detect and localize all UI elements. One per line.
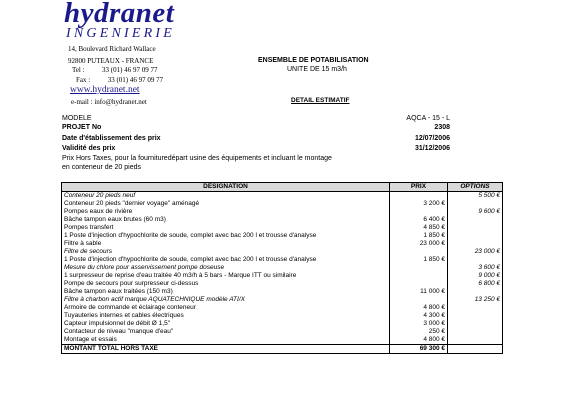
table-row — [62, 232, 503, 240]
table-row — [62, 272, 503, 280]
row-options: 9 600 € — [448, 208, 503, 216]
company-tel: Tel : 33 (01) 46 97 09 77 — [72, 66, 158, 74]
row-options — [448, 312, 503, 320]
company-name: hydranet — [64, 0, 175, 29]
row-prix: 4 800 € — [390, 304, 448, 312]
company-email: e-mail : info@hydranet.net — [71, 98, 147, 106]
row-prix: 4 800 € — [390, 336, 448, 345]
row-options — [448, 224, 503, 232]
table-row — [62, 200, 503, 208]
total-row — [62, 345, 503, 354]
company-logo — [64, 0, 234, 41]
row-prix: 3 000 € — [390, 320, 448, 328]
row-options — [448, 256, 503, 264]
row-prix — [390, 208, 448, 216]
table-row — [62, 224, 503, 232]
price-note-line2: en conteneur de 20 pieds — [62, 164, 142, 171]
row-prix: 6 400 € — [390, 216, 448, 224]
row-options — [448, 200, 503, 208]
row-designation: Capteur impulsionnel de débit Ø 1,5" — [62, 320, 390, 328]
company-fax: Fax : 33 (01) 46 97 09 77 — [76, 76, 164, 84]
row-designation: Montage et essais — [62, 336, 390, 345]
table-row — [62, 240, 503, 248]
row-options — [448, 304, 503, 312]
modele-row — [62, 115, 450, 123]
row-designation: Filtre à sable — [62, 240, 390, 248]
row-options — [448, 240, 503, 248]
row-prix: 1 850 € — [390, 256, 448, 264]
date-label: Date d'établissement des prix — [62, 135, 161, 142]
projet-label: PROJET No — [62, 124, 102, 131]
table-header-row — [62, 183, 503, 192]
row-prix: 23 000 € — [390, 240, 448, 248]
row-designation: Bâche tampon eaux traitées (150 m3) — [62, 288, 390, 296]
section-title: DETAIL ESTIMATIF — [291, 97, 350, 104]
row-options — [448, 288, 503, 296]
row-designation: Filtre de secours — [62, 248, 390, 256]
row-options — [448, 320, 503, 328]
projet-value: 2308 — [434, 124, 450, 131]
estimate-table — [61, 182, 503, 354]
row-prix — [390, 296, 448, 304]
row-options: 9 000 € — [448, 272, 503, 280]
row-options: 23 000 € — [448, 248, 503, 256]
row-designation: 1 Poste d'injection d'hypochlorite de soude, complet avec bac 200 l et trousse d'analyse — [62, 256, 390, 264]
table-row — [62, 248, 503, 256]
row-designation: 1 Poste d'injection d'hypochlorite de soude, complet avec bac 200 l et trousse d'analyse — [62, 232, 390, 240]
price-note-line1: Prix Hors Taxes, pour la fournituredépart usine des équipements et incluant le montage — [62, 155, 332, 162]
table-row — [62, 256, 503, 264]
validite-label: Validité des prix — [62, 145, 116, 152]
row-designation: Mesure du chlore pour asservissement pompe doseuse — [62, 264, 390, 272]
row-options: 13 250 € — [448, 296, 503, 304]
projet-row — [62, 124, 450, 132]
row-prix — [390, 248, 448, 256]
row-prix — [390, 280, 448, 288]
row-prix — [390, 192, 448, 201]
address-line2: 92800 PUTEAUX - FRANCE — [68, 57, 154, 65]
validite-row — [62, 145, 450, 153]
header-prix: PRIX — [390, 183, 448, 192]
row-prix — [390, 272, 448, 280]
company-website-link[interactable]: www.hydranet.net — [70, 85, 140, 95]
row-options — [448, 232, 503, 240]
modele-label: MODELE — [62, 115, 92, 122]
row-designation: Armoire de commande et éclairage conteneur — [62, 304, 390, 312]
row-designation: Filtre à charbon actif marque AQUATECHNIQUE modèle ATI/X — [62, 296, 390, 304]
header-designation: DESIGNATION — [62, 183, 390, 192]
row-options — [448, 328, 503, 336]
row-designation: Pompes eaux de rivière — [62, 208, 390, 216]
total-options-cell — [448, 345, 503, 354]
table-row — [62, 328, 503, 336]
total-value: 69 300 € — [390, 345, 448, 354]
row-designation: Tuyauteries internes et cables électriques — [62, 312, 390, 320]
table-row — [62, 296, 503, 304]
row-prix: 4 850 € — [390, 224, 448, 232]
row-prix: 250 € — [390, 328, 448, 336]
date-row — [62, 135, 450, 143]
row-designation: Pompe de secours pour surpresseur ci-dessus — [62, 280, 390, 288]
row-prix: 3 200 € — [390, 200, 448, 208]
row-designation: 1 surpresseur de reprise d'eau traitée 40 m3/h à 5 bars - Marque ITT ou similaire — [62, 272, 390, 280]
total-label: MONTANT TOTAL HORS TAXE — [62, 345, 390, 354]
address-line1: 14, Boulevard Richard Wallace — [68, 45, 156, 53]
table-row — [62, 320, 503, 328]
row-designation: Conteneur 20 pieds "dernier voyage" aménagé — [62, 200, 390, 208]
company-subtitle: INGENIERIE — [66, 26, 175, 41]
row-prix: 4 300 € — [390, 312, 448, 320]
table-row — [62, 192, 503, 201]
row-prix: 1 850 € — [390, 232, 448, 240]
table-row — [62, 208, 503, 216]
row-prix: 11 000 € — [390, 288, 448, 296]
table-row — [62, 312, 503, 320]
row-designation: Pompes transfert — [62, 224, 390, 232]
table-row — [62, 280, 503, 288]
row-designation: Bâche tampon eaux brutes (60 m3) — [62, 216, 390, 224]
table-row — [62, 304, 503, 312]
row-designation: Conteneur 20 pieds neuf — [62, 192, 390, 201]
row-options: 5 500 € — [448, 192, 503, 201]
row-options — [448, 336, 503, 345]
row-options: 3 600 € — [448, 264, 503, 272]
row-prix — [390, 264, 448, 272]
table-row — [62, 264, 503, 272]
row-designation: Contacteur de niveau "manque d'eau" — [62, 328, 390, 336]
table-row — [62, 336, 503, 345]
document-unit: UNITE DE 15 m3/h — [287, 66, 347, 73]
table-row — [62, 216, 503, 224]
row-options: 6 800 € — [448, 280, 503, 288]
row-options — [448, 216, 503, 224]
date-value: 12/07/2006 — [414, 135, 450, 142]
table-row — [62, 288, 503, 296]
validite-value: 31/12/2006 — [414, 145, 450, 152]
modele-value: AQCA - 15 - L — [406, 115, 450, 122]
header-options: OPTIONS — [448, 183, 503, 192]
document-title: ENSEMBLE DE POTABILISATION — [258, 57, 369, 64]
